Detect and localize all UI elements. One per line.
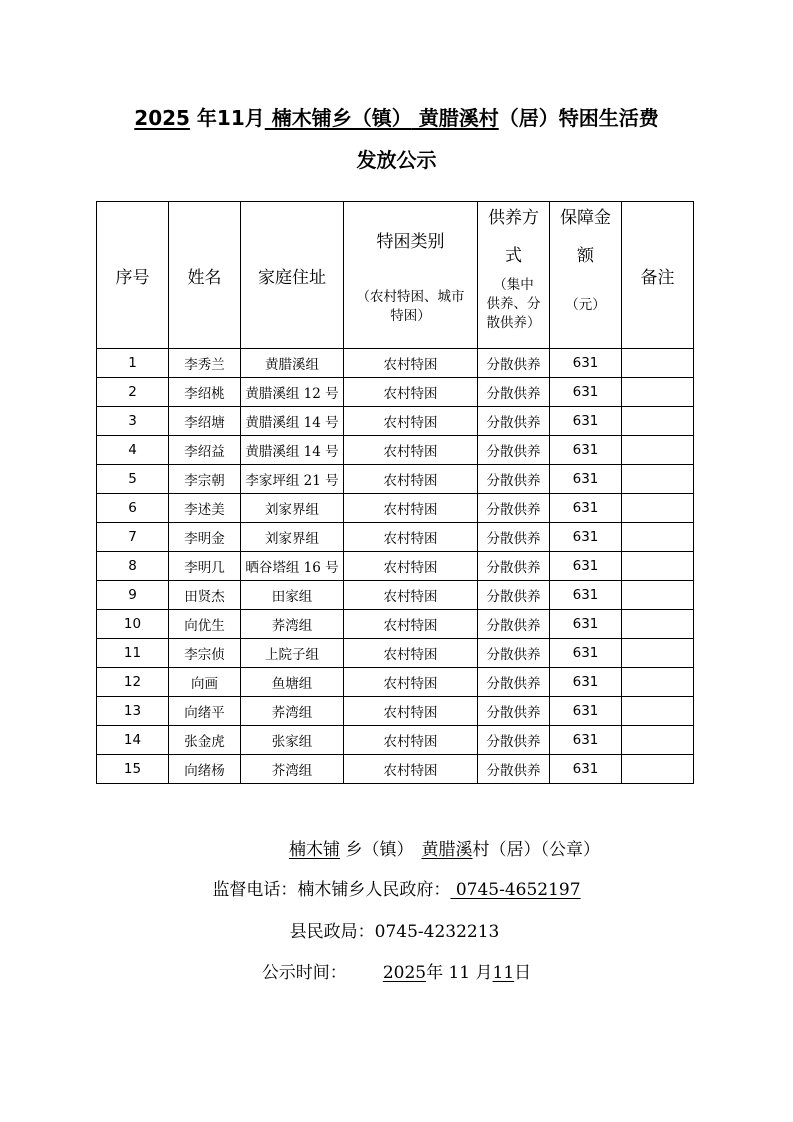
cell-seq: 8 [97, 552, 169, 581]
cell-seq: 4 [97, 436, 169, 465]
cell-address: 荞湾组 [241, 697, 344, 726]
header-category [344, 202, 478, 349]
cell-category: 农村特困 [344, 523, 478, 552]
table-row [97, 407, 694, 436]
cell-seq: 5 [97, 465, 169, 494]
cell-remarks [622, 639, 694, 668]
header-amount [550, 202, 622, 349]
footer-village: 黄腊溪 [421, 840, 473, 860]
cell-support: 分散供养 [478, 349, 550, 378]
footer-township-suffix: 乡（镇） [340, 840, 414, 860]
cell-support: 分散供养 [478, 378, 550, 407]
header-amount-note: （元） [565, 297, 606, 313]
cell-address: 晒谷塔组 16 号 [241, 552, 344, 581]
title-year: 2025 [134, 106, 190, 130]
cell-remarks [622, 436, 694, 465]
table-header-row [97, 202, 694, 349]
cell-address: 黄腊溪组 14 号 [241, 407, 344, 436]
cell-amount: 631 [550, 697, 622, 726]
title-month-unit: 月 [244, 106, 265, 130]
footer-time-year-unit: 年 11 月 [426, 963, 493, 983]
cell-amount: 631 [550, 494, 622, 523]
cell-category: 农村特困 [344, 378, 478, 407]
table-row [97, 581, 694, 610]
cell-remarks [622, 610, 694, 639]
header-name: 姓名 [169, 202, 241, 349]
header-support-note-2: 供养、分 [486, 296, 541, 312]
page-subtitle: 发放公示 [356, 148, 437, 172]
cell-category: 农村特困 [344, 552, 478, 581]
cell-support: 分散供养 [478, 639, 550, 668]
cell-name: 李明几 [169, 552, 241, 581]
cell-seq: 14 [97, 726, 169, 755]
table-row [97, 726, 694, 755]
header-support-note-1: （集中 [493, 277, 534, 293]
cell-amount: 631 [550, 436, 622, 465]
footer-time-year: 2025 [382, 963, 427, 983]
cell-amount: 631 [550, 523, 622, 552]
cell-seq: 10 [97, 610, 169, 639]
footer-hotline-label: 监督电话：楠木铺乡人民政府： [212, 880, 451, 900]
cell-amount: 631 [550, 668, 622, 697]
roster-table [96, 201, 694, 784]
cell-category: 农村特困 [344, 581, 478, 610]
cell-seq: 12 [97, 668, 169, 697]
cell-category: 农村特困 [344, 755, 478, 784]
page-title [0, 104, 793, 132]
table-row [97, 436, 694, 465]
table-row [97, 523, 694, 552]
cell-seq: 13 [97, 697, 169, 726]
footer-township: 楠木铺 [289, 840, 341, 860]
footer-county-bureau: 县民政局：0745-4232213 [289, 922, 500, 942]
cell-remarks [622, 378, 694, 407]
cell-amount: 631 [550, 581, 622, 610]
cell-remarks [622, 668, 694, 697]
cell-seq: 1 [97, 349, 169, 378]
footer-publish-time [0, 961, 793, 985]
title-rest: （居）特困生活费 [498, 106, 659, 130]
cell-name: 李宗侦 [169, 639, 241, 668]
footer-village-suffix: 村（居）（公章） [472, 840, 600, 860]
cell-support: 分散供养 [478, 552, 550, 581]
cell-remarks [622, 523, 694, 552]
cell-category: 农村特困 [344, 465, 478, 494]
cell-name: 李宗朝 [169, 465, 241, 494]
footer-seal-line [48, 838, 793, 862]
table-row [97, 755, 694, 784]
table-row [97, 552, 694, 581]
table-row [97, 494, 694, 523]
cell-name: 田贤杰 [169, 581, 241, 610]
cell-category: 农村特困 [344, 668, 478, 697]
cell-remarks [622, 552, 694, 581]
cell-remarks [622, 755, 694, 784]
cell-name: 向画 [169, 668, 241, 697]
cell-name: 李明金 [169, 523, 241, 552]
cell-address: 李家坪组 21 号 [241, 465, 344, 494]
cell-remarks [622, 407, 694, 436]
header-support-title-1: 供养方 [488, 208, 539, 228]
cell-support: 分散供养 [478, 581, 550, 610]
cell-support: 分散供养 [478, 610, 550, 639]
cell-category: 农村特困 [344, 726, 478, 755]
cell-support: 分散供养 [478, 697, 550, 726]
cell-name: 李绍益 [169, 436, 241, 465]
cell-category: 农村特困 [344, 407, 478, 436]
cell-support: 分散供养 [478, 726, 550, 755]
cell-seq: 11 [97, 639, 169, 668]
cell-remarks [622, 697, 694, 726]
cell-name: 李秀兰 [169, 349, 241, 378]
title-year-unit: 年 [189, 106, 217, 130]
cell-amount: 631 [550, 755, 622, 784]
cell-seq: 15 [97, 755, 169, 784]
cell-remarks [622, 581, 694, 610]
cell-support: 分散供养 [478, 436, 550, 465]
cell-address: 张家组 [241, 726, 344, 755]
header-address: 家庭住址 [241, 202, 344, 349]
cell-name: 张金虎 [169, 726, 241, 755]
cell-name: 李述美 [169, 494, 241, 523]
header-support-title-2: 式 [505, 246, 522, 266]
cell-name: 向绪平 [169, 697, 241, 726]
cell-seq: 3 [97, 407, 169, 436]
title-township: 楠木铺乡（镇） [264, 106, 412, 130]
cell-name: 李绍塘 [169, 407, 241, 436]
table-row [97, 697, 694, 726]
footer-hotline-number: 0745-4652197 [450, 880, 581, 900]
cell-name: 向绪杨 [169, 755, 241, 784]
cell-seq: 2 [97, 378, 169, 407]
cell-amount: 631 [550, 726, 622, 755]
cell-amount: 631 [550, 465, 622, 494]
cell-amount: 631 [550, 378, 622, 407]
cell-amount: 631 [550, 552, 622, 581]
cell-remarks [622, 349, 694, 378]
table-row [97, 465, 694, 494]
cell-support: 分散供养 [478, 494, 550, 523]
cell-name: 李绍桃 [169, 378, 241, 407]
header-remarks: 备注 [622, 202, 694, 349]
cell-address: 黄腊溪组 [241, 349, 344, 378]
title-village: 黄腊溪村 [411, 106, 499, 130]
cell-remarks [622, 494, 694, 523]
table-row [97, 349, 694, 378]
header-category-note-2: 特困） [390, 308, 431, 324]
header-amount-title-2: 额 [577, 246, 594, 266]
cell-amount: 631 [550, 407, 622, 436]
cell-amount: 631 [550, 639, 622, 668]
cell-name: 向优生 [169, 610, 241, 639]
cell-address: 田家组 [241, 581, 344, 610]
cell-category: 农村特困 [344, 436, 478, 465]
header-seq: 序号 [97, 202, 169, 349]
cell-address: 刘家界组 [241, 523, 344, 552]
cell-seq: 7 [97, 523, 169, 552]
footer-time-day: 11 [492, 963, 515, 983]
title-month: 11 [216, 106, 245, 130]
table-row [97, 639, 694, 668]
cell-category: 农村特困 [344, 610, 478, 639]
cell-support: 分散供养 [478, 523, 550, 552]
cell-address: 荞湾组 [241, 610, 344, 639]
cell-remarks [622, 465, 694, 494]
cell-support: 分散供养 [478, 407, 550, 436]
cell-amount: 631 [550, 349, 622, 378]
cell-remarks [622, 726, 694, 755]
cell-address: 鱼塘组 [241, 668, 344, 697]
cell-support: 分散供养 [478, 668, 550, 697]
footer-time-day-unit: 日 [514, 963, 532, 983]
footer-hotline-line [0, 878, 793, 902]
header-amount-title-1: 保障金 [560, 208, 611, 228]
cell-address: 刘家界组 [241, 494, 344, 523]
cell-address: 黄腊溪组 12 号 [241, 378, 344, 407]
table-row [97, 610, 694, 639]
cell-address: 黄腊溪组 14 号 [241, 436, 344, 465]
cell-amount: 631 [550, 610, 622, 639]
header-support [478, 202, 550, 349]
header-category-note-1: （农村特困、城市 [356, 289, 465, 305]
cell-address: 上院子组 [241, 639, 344, 668]
cell-category: 农村特困 [344, 697, 478, 726]
cell-category: 农村特困 [344, 349, 478, 378]
table-body [97, 349, 694, 784]
footer-time-label: 公示时间： [261, 963, 347, 983]
cell-address: 芥湾组 [241, 755, 344, 784]
header-support-note-3: 散供养） [486, 315, 541, 331]
cell-seq: 6 [97, 494, 169, 523]
cell-support: 分散供养 [478, 465, 550, 494]
cell-seq: 9 [97, 581, 169, 610]
cell-support: 分散供养 [478, 755, 550, 784]
header-category-title: 特困类别 [376, 232, 445, 252]
cell-category: 农村特困 [344, 494, 478, 523]
table-row [97, 378, 694, 407]
table-row [97, 668, 694, 697]
cell-category: 农村特困 [344, 639, 478, 668]
